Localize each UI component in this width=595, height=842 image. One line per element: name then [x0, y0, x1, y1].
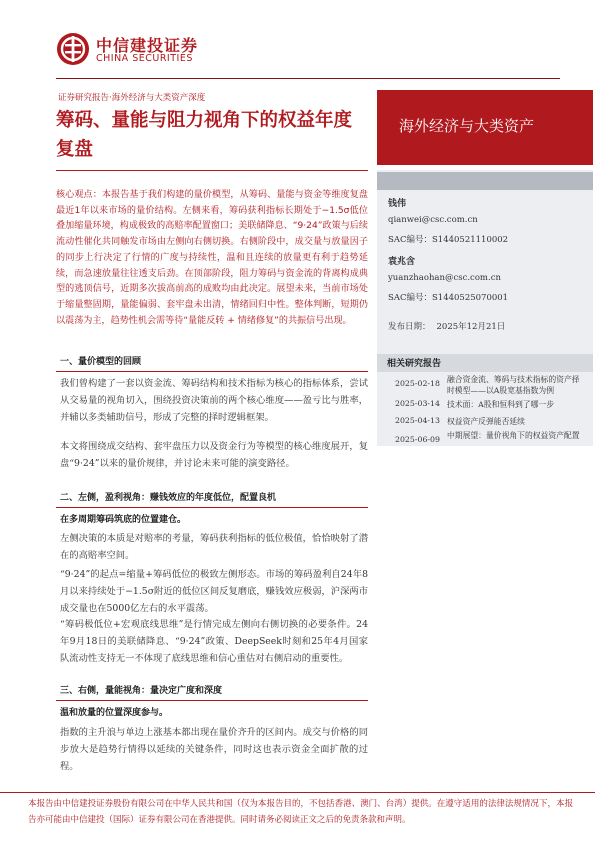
- related-title[interactable]: 中期展望：量价视角下的权益资产配置: [447, 431, 580, 440]
- related-title[interactable]: 权益资产反弹能否延续: [447, 417, 525, 426]
- related-date: 2025-04-13: [395, 416, 440, 425]
- section-heading: 三、右侧，量能视角：量决定广度和深度: [60, 686, 223, 696]
- related-date: 2025-06-09: [395, 435, 440, 444]
- body-paragraph: “筹码极低位+宏观底线思维”是行情完成左侧向右侧切换的必要条件。24年9月18日的美联储降息、“9·24”政策、DeepSeek时刻和25年4月国家队流动性支持无一不体现了底线思维和信心重估对右侧启动的重要性。: [60, 619, 368, 664]
- logo-mark-icon: [56, 32, 90, 66]
- section-divider: [56, 371, 368, 372]
- related-reports-title: 相关研究报告: [387, 359, 442, 369]
- logo-chinese-name: 中信建投证券: [96, 36, 199, 55]
- analyst-sac: SAC编号：S1440525070001: [388, 293, 509, 303]
- related-date: 2025-03-14: [395, 399, 440, 408]
- logo-english-name: CHINA SECURITIES: [96, 53, 193, 64]
- related-date: 2025-02-18: [395, 379, 440, 388]
- header-divider: [56, 78, 560, 79]
- analyst-email[interactable]: yuanzhaohan@csc.com.cn: [388, 273, 501, 283]
- section-heading: 一、量价模型的回顾: [60, 357, 142, 367]
- section-divider: [56, 700, 368, 701]
- analyst-name: 袁兆含: [388, 257, 416, 267]
- footer-divider: [0, 792, 595, 793]
- publish-value: 2025年12月21日: [436, 322, 506, 332]
- related-reports-header: [377, 354, 593, 372]
- section-divider: [56, 507, 368, 508]
- body-paragraph: 指数的主升浪与单边上涨基本都出现在量价齐升的区间内。成交与价格的同步放大是趋势行情得以延续的关键条件，同时这也表示资金全面扩散的过程。: [60, 727, 368, 772]
- category-banner: [377, 90, 593, 165]
- body-paragraph: 我们曾构建了一套以资金流、筹码结构和技术指标为核心的指标体系，尝试从交易量的视角切入，围绕投资决策前的两个核心维度——盈亏比与胜率，并辅以多类辅助信号，形成了完整的择时逻辑框架。: [60, 378, 368, 423]
- company-logo: [56, 32, 216, 76]
- body-paragraph: 左侧决策的本质是对赔率的考量，筹码获利指标的低位极值，恰恰映射了潜在的高赔率空间。: [60, 533, 368, 561]
- sub-heading: 温和放量的位置深度参与。: [60, 708, 169, 718]
- publish-label: 发布日期：: [388, 322, 431, 332]
- analyst-sac: SAC编号：S1440521110002: [388, 235, 509, 245]
- title-divider: [56, 170, 368, 171]
- analyst-panel-header: [377, 172, 593, 190]
- sub-heading: 在多周期筹码筑底的位置建仓。: [60, 515, 187, 525]
- related-title[interactable]: 融合资金流、筹码与技术指标的资产择时模型——以A股宽基指数为例: [447, 375, 580, 395]
- report-title: 筹码、量能与阻力视角下的权益年度复盘: [56, 110, 353, 160]
- analyst-name: 钱伟: [388, 199, 407, 209]
- legal-disclaimer: 本报告由中信建投证券股份有限公司在中华人民共和国（仅为本报告目的，不包括香港、澳门、台湾）提供。在遵守适用的法律法规情况下，本报告亦可能由中信建投（国际）证券有限公司在香港提供。同时请务必阅读正文之后的免责条款和声明。: [28, 799, 573, 825]
- core-viewpoint: 核心观点：本报告基于我们构建的量价模型，从筹码、量能与资金等维度复盘最近1年以来市场的量价结构。左侧来看，筹码获利指标长期处于−1.5σ低位叠加缩量环境，构成极致的高赔率配置窗口；美联储降息、“9·24”政策与后续流动性催化共同触发市场由左侧向右侧切换。右侧阶段中，成交量与放量因子的同步上行决定了行情的广度与持续性，温和且连续的放量更有利于趋势延续，而急速放量往往透支后劲。在顶部阶段，阻力筹码与资金流的背离构成典型的逃顶信号，近期多次拔高前高的成败均由此决定。展望未来，当前市场处于缩量整固期，量能偏弱、套牢盘未出清，情绪回归中性。整体判断，短期仍以震荡为主，趋势性机会需等待“量能反转 + 情绪修复”的共振信号出现。: [56, 190, 368, 326]
- body-paragraph: “9·24”的起点=缩量+筹码低位的极致左侧形态。市场的筹码盈利自24年8月以来持续处于−1.5σ附近的低位区间反复磨底，赚钱效应极弱，沪深两市成交量也在5000亿左右的水平震荡。: [60, 569, 368, 614]
- analyst-email[interactable]: qianwei@csc.com.cn: [388, 215, 478, 225]
- body-paragraph: 本文将围绕成交结构、套牢盘压力以及资金行为等模型的核心维度展开，复盘“9·24”以来的量价规律，并讨论未来可能的演变路径。: [60, 441, 368, 469]
- section-heading: 二、左侧，盈利视角：赚钱效应的年度低位，配置良机: [60, 493, 277, 503]
- related-reports-list: [377, 372, 593, 446]
- related-title[interactable]: 技术面：A股和恒科到了哪一步: [447, 400, 554, 409]
- report-type: 证券研究报告·海外经济与大类资产深度: [58, 93, 206, 103]
- category-label: 海外经济与大类资产: [399, 117, 535, 135]
- publish-date: [388, 320, 505, 332]
